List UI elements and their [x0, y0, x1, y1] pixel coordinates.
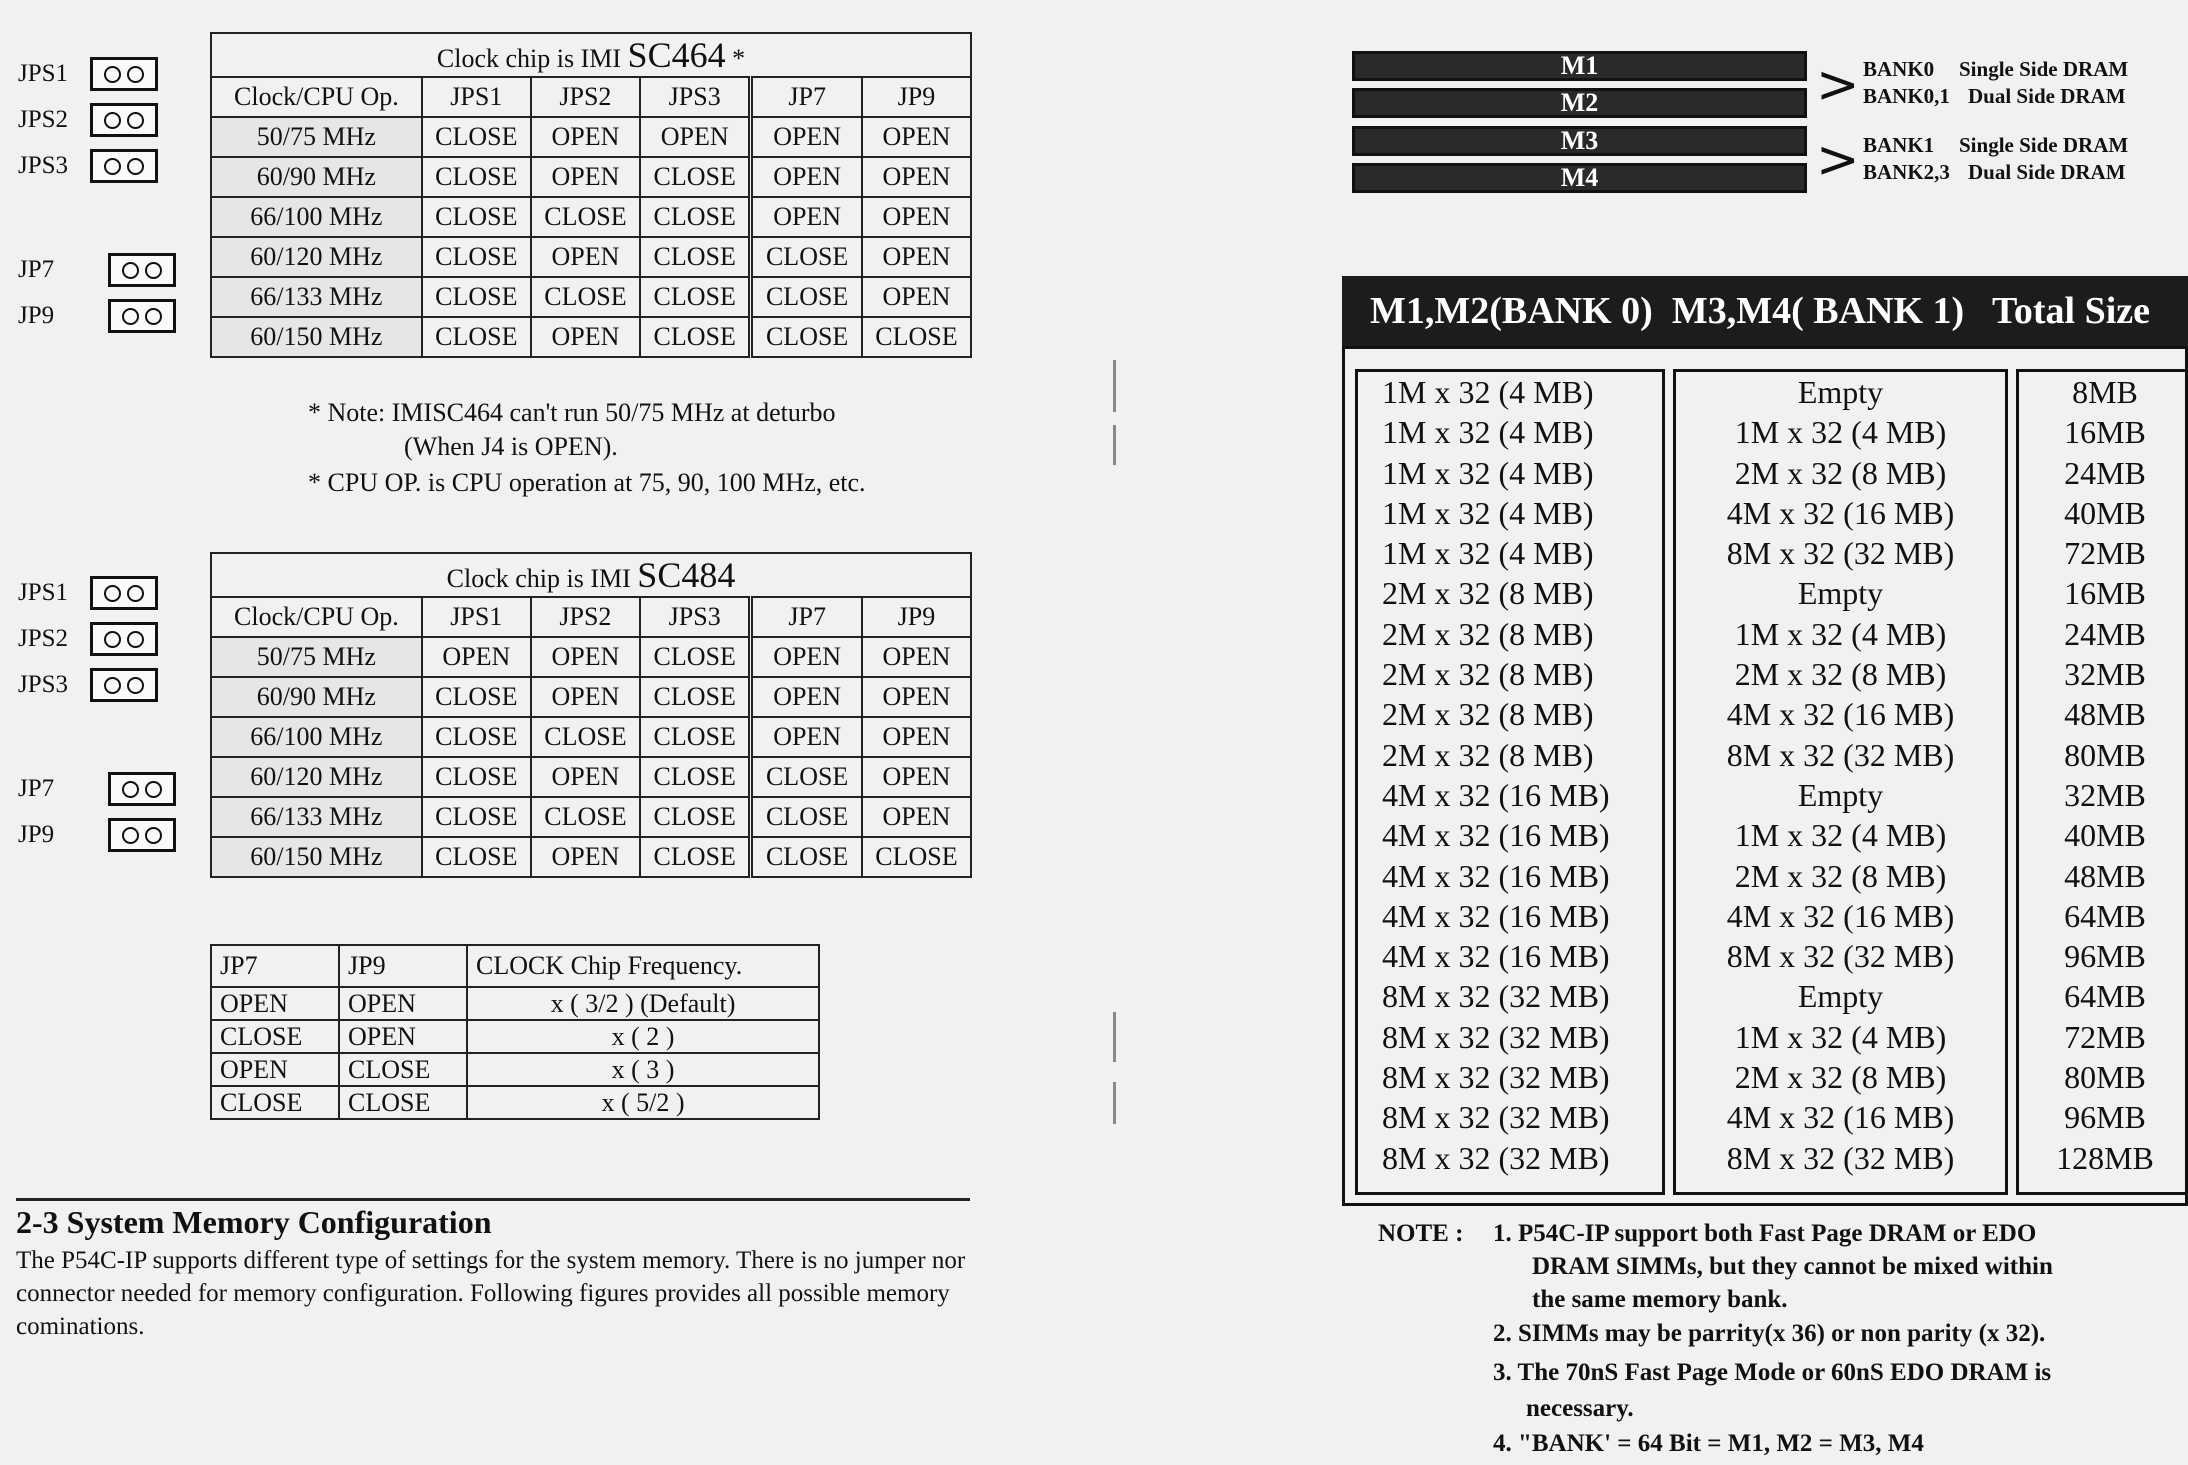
total-size-cell: 64MB	[2064, 978, 2146, 1015]
bank-description: BANK2,3 Dual Side DRAM	[1863, 160, 2126, 184]
jumper-setting-cell: CLOSE	[422, 757, 531, 797]
memory-note-3-cont: necessary.	[1526, 1395, 1634, 1422]
jumper-setting-cell: CLOSE	[339, 1086, 467, 1119]
jumper-setting-cell: CLOSE	[640, 157, 751, 197]
jumper-setting-cell: CLOSE	[862, 317, 971, 357]
total-size-cell: 96MB	[2064, 938, 2146, 975]
jumper-setting-cell: OPEN	[862, 237, 971, 277]
jumper-setting-cell: CLOSE	[640, 637, 751, 677]
header-bank1: M3,M4( BANK 1)	[1671, 290, 1965, 332]
binding-mark	[1113, 1012, 1116, 1062]
jumper-setting-cell: CLOSE	[422, 157, 531, 197]
right-page	[1100, 0, 2188, 1465]
bank0-cell: 4M x 32 (16 MB)	[1382, 897, 1610, 934]
bank1-cell: 8M x 32 (32 MB)	[1726, 938, 1955, 975]
jumper-group-jps-sc484	[18, 570, 158, 708]
jumper-icon	[108, 253, 176, 287]
jumper-icon	[90, 576, 158, 610]
clock-speed-cell: 50/75 MHz	[211, 117, 422, 157]
jumper-icon	[108, 818, 176, 852]
jumper-setting-cell: CLOSE	[640, 317, 751, 357]
jumper-icon	[90, 668, 158, 702]
jumper-setting-cell: CLOSE	[422, 797, 531, 837]
bank1-cell: Empty	[1797, 978, 1884, 1015]
memory-note-1-cont: DRAM SIMMs, but they cannot be mixed within	[1532, 1253, 2053, 1280]
jumper-group-jp-sc484	[18, 766, 176, 858]
bank0-cell: 1M x 32 (4 MB)	[1382, 374, 1594, 410]
jumper-setting-cell: OPEN	[862, 797, 971, 837]
total-size-cell: 80MB	[2064, 1059, 2146, 1096]
jumper-setting-cell: CLOSE	[640, 757, 751, 797]
total-size-cell: 48MB	[2064, 857, 2146, 894]
bank0-cell: 2M x 32 (8 MB)	[1382, 575, 1594, 612]
clock-speed-cell: 66/133 MHz	[211, 277, 422, 317]
total-size-cell: 16MB	[2064, 414, 2146, 451]
column-header: JPS2	[531, 77, 640, 117]
table-row	[211, 677, 971, 717]
jumper-icon	[108, 772, 176, 806]
jumper-setting-cell: CLOSE	[422, 277, 531, 317]
total-size-cell: 32MB	[2064, 776, 2146, 813]
column-header: JPS3	[640, 597, 751, 637]
jumper-row	[18, 812, 176, 858]
column-header: JPS1	[422, 77, 531, 117]
total-size-cell: 72MB	[2064, 1018, 2146, 1055]
jumper-setting-cell: OPEN	[531, 837, 640, 877]
table-row	[211, 1053, 819, 1086]
bank0-cell: 8M x 32 (32 MB)	[1382, 1018, 1610, 1055]
total-size-cell: 8MB	[2072, 374, 2138, 410]
memory-note-4: 4. "BANK' = 64 Bit = M1, M2 = M3, M4	[1493, 1430, 1924, 1457]
simm-slot-m3: M3	[1352, 126, 1807, 156]
bank1-cell: 1M x 32 (4 MB)	[1734, 414, 1947, 451]
bank0-cell: 2M x 32 (8 MB)	[1382, 656, 1594, 693]
section-rule	[16, 1198, 970, 1201]
jumper-setting-cell: OPEN	[751, 677, 862, 717]
bank-description: BANK1 Single Side DRAM	[1863, 133, 2129, 157]
bank1-column	[1673, 369, 2008, 1195]
jumper-row	[18, 662, 158, 708]
jumper-label: JP9	[18, 302, 55, 329]
bank1-cell: Empty	[1797, 374, 1884, 410]
jumper-setting-cell: OPEN	[211, 987, 339, 1020]
bank1-cell: 2M x 32 (8 MB)	[1734, 454, 1947, 491]
jumper-setting-cell: CLOSE	[339, 1053, 467, 1086]
jumper-label: JPS2	[18, 106, 69, 133]
binding-mark	[1113, 360, 1116, 412]
jumper-setting-cell: CLOSE	[751, 757, 862, 797]
clock-speed-cell: 60/150 MHz	[211, 317, 422, 357]
table-header-row	[211, 77, 971, 117]
simm-slot-m2: M2	[1352, 88, 1807, 118]
total-size-cell: 24MB	[2064, 454, 2146, 491]
jumper-setting-cell: CLOSE	[422, 197, 531, 237]
section-title: 2-3 System Memory Configuration	[16, 1204, 492, 1240]
clock-speed-cell: 50/75 MHz	[211, 637, 422, 677]
note-cpu-op: * CPU OP. is CPU operation at 75, 90, 100 MHz, etc.	[308, 468, 866, 497]
jumper-setting-cell: CLOSE	[640, 677, 751, 717]
jumper-setting-cell: OPEN	[531, 317, 640, 357]
jumper-label: JPS3	[18, 671, 69, 698]
table-header-row	[211, 597, 971, 637]
bank1-cell: 4M x 32 (16 MB)	[1726, 696, 1955, 733]
jumper-setting-cell: CLOSE	[640, 797, 751, 837]
table-caption: Clock chip is IMI SC464 *	[211, 33, 971, 77]
memory-note-1: 1. P54C-IP support both Fast Page DRAM or EDO	[1493, 1220, 2037, 1247]
total-size-cell: 128MB	[2056, 1139, 2154, 1176]
bank0-cell: 2M x 32 (8 MB)	[1382, 615, 1594, 652]
total-size-cell: 64MB	[2064, 897, 2146, 934]
jumper-icon	[90, 622, 158, 656]
jumper-group-jp-sc464	[18, 247, 176, 339]
bank1-cell: Empty	[1797, 575, 1884, 612]
jumper-setting-cell: OPEN	[531, 157, 640, 197]
total-size-cell: 24MB	[2064, 615, 2146, 652]
bank1-cell: 8M x 32 (32 MB)	[1726, 736, 1955, 773]
bank0-cell: 1M x 32 (4 MB)	[1382, 535, 1594, 572]
jumper-setting-cell: CLOSE	[862, 837, 971, 877]
jumper-group-jps-sc464	[18, 51, 158, 189]
jumper-row	[18, 616, 158, 662]
multiplier-cell: x ( 5/2 )	[467, 1086, 819, 1119]
table-row	[211, 197, 971, 237]
jumper-setting-cell: OPEN	[751, 197, 862, 237]
column-header: JPS1	[422, 597, 531, 637]
header-total: Total Size	[1992, 290, 2151, 332]
column-header: JP9	[862, 597, 971, 637]
jumper-setting-cell: OPEN	[531, 757, 640, 797]
total-size-cell: 80MB	[2064, 736, 2146, 773]
bank0-cell: 1M x 32 (4 MB)	[1382, 494, 1594, 531]
jumper-setting-cell: CLOSE	[422, 237, 531, 277]
jumper-setting-cell: OPEN	[862, 717, 971, 757]
jumper-setting-cell: CLOSE	[640, 277, 751, 317]
column-header: JP7	[751, 77, 862, 117]
bank0-cell: 2M x 32 (8 MB)	[1382, 736, 1594, 773]
bank1-cell: 4M x 32 (16 MB)	[1726, 897, 1955, 934]
jumper-label: JPS3	[18, 152, 69, 179]
clock-table-sc484	[210, 552, 972, 878]
jumper-setting-cell: OPEN	[640, 117, 751, 157]
column-header: JP7	[751, 597, 862, 637]
note-deturbo: * Note: IMISC464 can't run 50/75 MHz at deturbo	[308, 398, 836, 427]
clock-speed-cell: 60/150 MHz	[211, 837, 422, 877]
bank0-cell: 1M x 32 (4 MB)	[1382, 454, 1594, 491]
total-size-cell: 40MB	[2064, 494, 2146, 531]
table-row	[211, 797, 971, 837]
bank1-cell: 1M x 32 (4 MB)	[1734, 1018, 1947, 1055]
chevron-right-icon: >	[1816, 55, 1860, 115]
clock-speed-cell: 66/100 MHz	[211, 197, 422, 237]
table-row	[211, 277, 971, 317]
jumper-setting-cell: CLOSE	[211, 1020, 339, 1053]
total-size-cell: 32MB	[2064, 656, 2146, 693]
bank0-cell: 8M x 32 (32 MB)	[1382, 1099, 1610, 1136]
column-header: Clock/CPU Op.	[211, 77, 422, 117]
jumper-setting-cell: CLOSE	[751, 797, 862, 837]
column-header: JP9	[339, 945, 467, 987]
clock-speed-cell: 60/120 MHz	[211, 237, 422, 277]
bank1-cell: 2M x 32 (8 MB)	[1734, 656, 1947, 693]
jumper-setting-cell: OPEN	[862, 197, 971, 237]
jumper-setting-cell: CLOSE	[751, 237, 862, 277]
jumper-setting-cell: CLOSE	[531, 277, 640, 317]
jumper-setting-cell: CLOSE	[422, 317, 531, 357]
jumper-row	[18, 143, 158, 189]
memory-table	[1342, 346, 2188, 1206]
bank0-cell: 1M x 32 (4 MB)	[1382, 414, 1594, 451]
bank1-cell: 4M x 32 (16 MB)	[1726, 494, 1955, 531]
simm-slot-m4: M4	[1352, 163, 1807, 193]
memory-note-label: NOTE :	[1378, 1220, 1464, 1247]
table-row	[211, 157, 971, 197]
total-size-cell: 72MB	[2064, 535, 2146, 572]
jumper-label: JP9	[18, 821, 55, 848]
bank1-cell: 1M x 32 (4 MB)	[1734, 615, 1947, 652]
bank1-cell: 4M x 32 (16 MB)	[1726, 1099, 1955, 1136]
jumper-setting-cell: CLOSE	[640, 237, 751, 277]
total-size-cell: 48MB	[2064, 696, 2146, 733]
multiplier-cell: x ( 3/2 ) (Default)	[467, 987, 819, 1020]
table-row	[211, 837, 971, 877]
multiplier-cell: x ( 3 )	[467, 1053, 819, 1086]
jumper-row	[18, 293, 176, 339]
bank0-cell: 4M x 32 (16 MB)	[1382, 938, 1610, 975]
jumper-label: JPS2	[18, 625, 69, 652]
jumper-label: JPS1	[18, 579, 69, 606]
jumper-icon	[90, 103, 158, 137]
jumper-setting-cell: CLOSE	[531, 797, 640, 837]
table-row	[211, 717, 971, 757]
column-header: CLOCK Chip Frequency.	[467, 945, 819, 987]
bank-description: BANK0,1 Dual Side DRAM	[1863, 84, 2126, 108]
column-header: JPS3	[640, 77, 751, 117]
total-size-cell: 16MB	[2064, 575, 2146, 612]
column-header: Clock/CPU Op.	[211, 597, 422, 637]
jumper-setting-cell: OPEN	[751, 117, 862, 157]
jumper-setting-cell: CLOSE	[422, 677, 531, 717]
bank0-cell: 8M x 32 (32 MB)	[1382, 978, 1610, 1015]
table-row	[211, 237, 971, 277]
table-caption: Clock chip is IMI SC484	[211, 553, 971, 597]
jumper-label: JP7	[18, 775, 55, 802]
jumper-row	[18, 766, 176, 812]
bank0-column	[1355, 369, 1665, 1195]
jumper-setting-cell: CLOSE	[422, 117, 531, 157]
jumper-setting-cell: OPEN	[339, 987, 467, 1020]
jumper-setting-cell: OPEN	[862, 677, 971, 717]
jumper-icon	[90, 149, 158, 183]
table-row	[211, 757, 971, 797]
bank0-cell: 4M x 32 (16 MB)	[1382, 776, 1610, 813]
jumper-icon	[108, 299, 176, 333]
total-size-cell: 96MB	[2064, 1099, 2146, 1136]
jumper-setting-cell: OPEN	[862, 277, 971, 317]
jumper-setting-cell: OPEN	[751, 637, 862, 677]
jumper-row	[18, 97, 158, 143]
memory-table-header	[1342, 276, 2188, 346]
bank1-cell: 2M x 32 (8 MB)	[1734, 1059, 1947, 1096]
jumper-row	[18, 247, 176, 293]
bank0-cell: 2M x 32 (8 MB)	[1382, 696, 1594, 733]
column-header: JP7	[211, 945, 339, 987]
column-header: JPS2	[531, 597, 640, 637]
jumper-setting-cell: OPEN	[339, 1020, 467, 1053]
chevron-right-icon: >	[1816, 130, 1860, 190]
bank1-cell: 1M x 32 (4 MB)	[1734, 817, 1947, 854]
jumper-setting-cell: CLOSE	[531, 197, 640, 237]
clock-speed-cell: 66/100 MHz	[211, 717, 422, 757]
jumper-setting-cell: OPEN	[531, 237, 640, 277]
jumper-setting-cell: OPEN	[862, 157, 971, 197]
memory-note-1-cont: the same memory bank.	[1532, 1286, 1788, 1313]
header-bank0: M1,M2(BANK 0)	[1370, 290, 1653, 332]
jumper-setting-cell: CLOSE	[751, 837, 862, 877]
jumper-label: JP7	[18, 256, 55, 283]
bank0-cell: 4M x 32 (16 MB)	[1382, 817, 1610, 854]
total-column	[2016, 369, 2188, 1195]
bank1-cell: 2M x 32 (8 MB)	[1734, 857, 1947, 894]
clock-frequency-table	[210, 944, 820, 1120]
bank0-cell: 8M x 32 (32 MB)	[1382, 1139, 1610, 1176]
simm-slot-m1: M1	[1352, 51, 1807, 81]
memory-note-2: 2. SIMMs may be parrity(x 36) or non parity (x 32).	[1493, 1320, 2046, 1347]
clock-speed-cell: 66/133 MHz	[211, 797, 422, 837]
jumper-row	[18, 51, 158, 97]
table-row	[211, 637, 971, 677]
binding-mark	[1113, 1082, 1116, 1124]
bank0-cell: 8M x 32 (32 MB)	[1382, 1059, 1610, 1096]
jumper-setting-cell: OPEN	[211, 1053, 339, 1086]
jumper-setting-cell: OPEN	[862, 117, 971, 157]
table-row	[211, 987, 819, 1020]
jumper-setting-cell: CLOSE	[531, 717, 640, 757]
jumper-setting-cell: CLOSE	[640, 197, 751, 237]
jumper-setting-cell: CLOSE	[751, 317, 862, 357]
clock-speed-cell: 60/90 MHz	[211, 157, 422, 197]
table-row	[211, 1086, 819, 1119]
bank0-cell: 4M x 32 (16 MB)	[1382, 857, 1610, 894]
jumper-setting-cell: OPEN	[862, 637, 971, 677]
jumper-setting-cell: OPEN	[531, 117, 640, 157]
note-j4: (When J4 is OPEN).	[404, 432, 618, 461]
jumper-setting-cell: CLOSE	[422, 837, 531, 877]
binding-mark	[1113, 425, 1116, 465]
jumper-label: JPS1	[18, 60, 69, 87]
jumper-setting-cell: CLOSE	[211, 1086, 339, 1119]
table-header-row	[211, 945, 819, 987]
bank-description: BANK0 Single Side DRAM	[1863, 57, 2129, 81]
table-row	[211, 317, 971, 357]
column-header: JP9	[862, 77, 971, 117]
clock-speed-cell: 60/90 MHz	[211, 677, 422, 717]
jumper-setting-cell: CLOSE	[751, 277, 862, 317]
bank1-cell: 8M x 32 (32 MB)	[1726, 535, 1955, 572]
table-row	[211, 1020, 819, 1053]
bank1-cell: 8M x 32 (32 MB)	[1726, 1139, 1955, 1176]
jumper-setting-cell: CLOSE	[640, 717, 751, 757]
jumper-icon	[90, 57, 158, 91]
table-row	[211, 117, 971, 157]
jumper-setting-cell: OPEN	[531, 677, 640, 717]
memory-note-3: 3. The 70nS Fast Page Mode or 60nS EDO DRAM is	[1493, 1359, 2052, 1386]
clock-speed-cell: 60/120 MHz	[211, 757, 422, 797]
jumper-setting-cell: OPEN	[422, 637, 531, 677]
jumper-setting-cell: OPEN	[751, 717, 862, 757]
jumper-setting-cell: OPEN	[862, 757, 971, 797]
jumper-setting-cell: OPEN	[531, 637, 640, 677]
jumper-setting-cell: OPEN	[751, 157, 862, 197]
clock-table-sc464	[210, 32, 972, 358]
multiplier-cell: x ( 2 )	[467, 1020, 819, 1053]
jumper-setting-cell: CLOSE	[422, 717, 531, 757]
bank1-cell: Empty	[1797, 776, 1884, 813]
section-body: The P54C-IP supports different type of settings for the system memory. There is no jumper nor connector needed for memory configuration. Following figures provides all possible memory cominations.	[16, 1247, 966, 1340]
jumper-row	[18, 570, 158, 616]
total-size-cell: 40MB	[2064, 817, 2146, 854]
jumper-setting-cell: CLOSE	[640, 837, 751, 877]
